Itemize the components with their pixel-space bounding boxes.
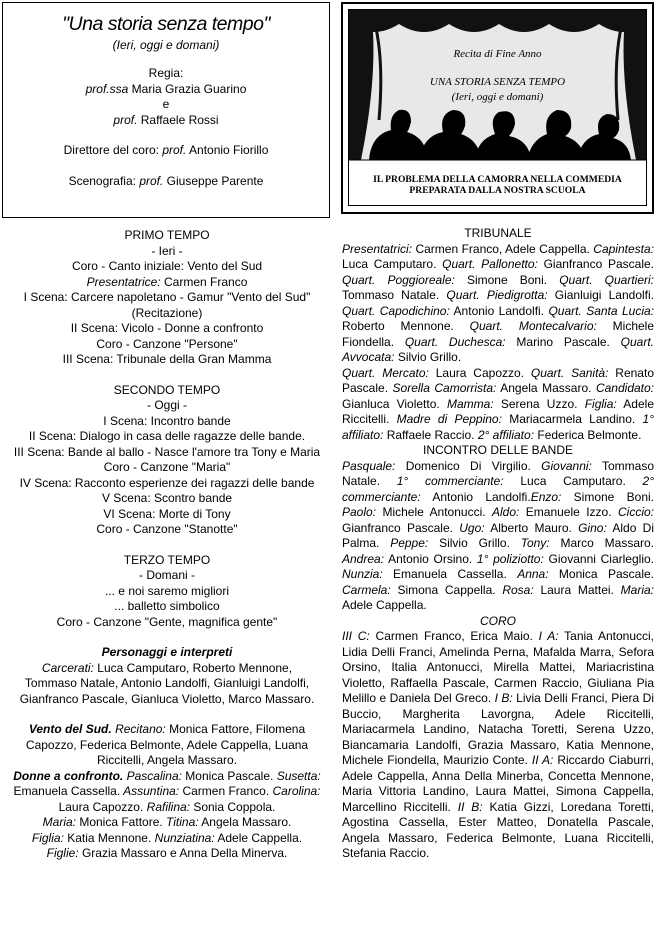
actor-names: Tommaso Natale. [342,458,654,488]
role-label: Andrea: [342,551,385,566]
actor-names: Riccardo Ciaburri, Adele Cappella, Anna Della Minerba, Concetta Mennone, Maria Vittoria Landino, Laura Mattei, Simona Cappella, Marcellino Riccitelli. [342,753,654,814]
incontro-heading: INCONTRO DELLE BANDE [422,443,574,457]
cast-column [342,226,654,862]
actor-names: Marino Pascale. [505,334,621,349]
donne-a-confronto: Donne a confronto. Pascalina: Monica Pascale. Susetta: Emanuela Cassella. Assuntina: Carmen Franco. Carolina: Laura Capozzo. Rafilina: Sonia Coppola. Maria: Monica Fattore. Titina: Angela Massaro. Figlia: Katia Mennone. Nunziatina: Adele Cappella. Figlie: Grazia Massaro e Anna Della Minerva. [13,768,321,860]
role-label: Maria: [620,582,654,597]
role-label: Gino: [578,520,607,535]
primo-l5: Coro - Canzone "Persone" [96,336,238,351]
role-label: Quart. Avvocata: [342,334,654,364]
actor-names: Renato Pascale. [342,365,654,395]
role-label: Nunzia: [342,567,383,581]
role-label: Figlia: [584,396,617,411]
actor-names: Katia Gizzi, Loredana Toretti, Agostina Cassella, Ester Matteo, Donatella Pascale, Angela Massaro, Federica Belmonte, Luana Riccitelli, Stefania Raccio. [342,799,654,860]
actor-names: Michele Antonucci. [376,505,492,519]
incontro-cast [342,459,654,614]
actor-names: Luca Camputaro. [503,474,643,488]
actor-names: Angela Massaro. [496,381,596,395]
role-label: Quart. Quartieri: [559,272,655,287]
actor-names: Laura Mattei. [533,582,621,597]
secondo-l4: Coro - Canzone "Maria" [103,460,231,474]
role-label: Capintesta: [593,241,654,256]
regia-2: prof. Raffaele Rossi [113,112,219,127]
tribunale-cast-2 [342,366,654,444]
page-title: "Una storia senza tempo" [62,13,270,35]
role-label: Quart. Santa Lucia: [548,303,654,318]
secondo-sub: - Oggi - [146,398,187,412]
actor-names: Tania Antonucci, Lidia Delli Franci, Amelinda Perna, Mafalda Marra, Sefora Orsino, Italia Antonucci, Mirella Mattei, Mariacristina Violetto, Raffaella Pascale, Carmen Raccio, Giuliana Pia Melillo e Daniela Del Greco. [342,629,654,705]
actor-names: Adele Cappella. [342,598,427,612]
actor-names: Silvio Grillo. [394,350,462,364]
secondo-l3: III Scena: Bande al ballo - Nasce l'amore tra Tony e Maria [13,444,321,459]
role-label: Madre di Peppino: [396,412,502,426]
actor-names: Antonio Landolfi. [420,489,531,504]
poster-line-3: (Ieri, oggi e domani) [451,91,544,103]
secondo-heading: SECONDO TEMPO [113,382,221,397]
role-label: Quart. Piedigrotta: [446,288,548,302]
actor-names: Gianluca Violetto. [342,396,447,411]
credits [3,66,329,189]
regia-label: Regia: [148,66,184,80]
actor-names: Luca Camputaro. [342,257,443,271]
role-label: Peppe: [390,536,429,550]
secondo-l7: VI Scena: Morte di Tony [103,506,231,521]
role-label: 1° affiliato: [342,412,654,442]
role-label: Mamma: [446,396,494,411]
role-label: Enzo: [530,489,562,504]
actor-names: Monica Pascale. [548,567,654,581]
tribunale-cast [342,242,654,366]
actor-names: Alberto Mauro. [484,520,579,535]
role-label: Rosa: [502,582,534,597]
role-label: II B: [457,799,483,814]
actor-names: Marco Massaro. [549,536,655,550]
actor-names: Giovanni Ciarleglio. [543,551,654,566]
role-label: I A: [538,629,559,643]
role-label: Quart. Mercato: [342,365,429,380]
program-column [2,228,332,862]
poster-frame [341,2,654,214]
role-label: Quart. Pallonetto: [442,257,538,271]
secondo-l1: I Scena: Incontro bande [103,413,231,428]
actor-names: Silvio Grillo. [428,536,521,550]
terzo-l3: Coro - Canzone "Gente, magnifica gente" [56,614,278,629]
role-label: Quart. Duchesca: [404,334,506,349]
secondo-l8: Coro - Canzone "Stanotte" [96,522,238,536]
actor-names: Federica Belmonte. [534,427,642,442]
primo-l4: II Scena: Vicolo - Donne a confronto [70,321,264,335]
carcerati: Carcerati: Luca Camputaro, Roberto Mennone, Tommaso Natale, Antonio Landolfi, Gianluigi Landolfi, Gianfranco Pascale, Gianluca Violetto, Marco Massaro. [19,660,315,706]
primo-l3: I Scena: Carcere napoletano - Gamur "Vento del Sud" (Recitazione) [23,290,311,320]
actor-names: Emanuela Cassella. [382,567,518,581]
regia-and: e [162,97,170,111]
actor-names: Raffaele Raccio. [383,427,478,442]
actor-names: Carmen Franco, Adele Cappella. [412,241,594,256]
role-label: Aldo: [492,505,520,519]
role-label: Paolo: [342,505,377,519]
role-label: Quart. Capodichino: [342,303,450,318]
poster-line-1: Recita di Fine Anno [453,48,542,60]
coro-director: Direttore del coro: prof. Antonio Fiorillo [63,143,269,157]
role-label: Carmela: [342,582,391,597]
role-label: Giovanni: [541,458,592,473]
actor-names: Serena Uzzo. [493,396,585,411]
role-label: 1° poliziotto: [476,551,544,566]
primo-l1: Coro - Canto iniziale: Vento del Sud [71,259,263,273]
actor-names: Michele Fiondella. [342,319,655,349]
secondo-l6: V Scena: Scontro bande [101,491,233,505]
poster-caption: IL PROBLEMA DELLA CAMORRA NELLA COMMEDIA PREPARATA DALLA NOSTRA SCUOLA [373,174,622,196]
regia-1: prof.ssa Maria Grazia Guarino [85,81,247,96]
role-label: Ugo: [459,520,485,535]
actor-names: Antonio Landolfi. [449,303,549,318]
role-label: Quart. Montecalvario: [469,319,597,333]
scenography: Scenografia: prof. Giuseppe Parente [68,173,264,188]
poster-line-2: UNA STORIA SENZA TEMPO [429,76,566,88]
role-label: II A: [531,753,554,767]
actor-names: Laura Capozzo. [428,365,531,380]
role-label: Ciccio: [617,505,654,519]
actor-names: Emanuele Izzo. [519,505,618,519]
role-label: I B: [494,691,513,705]
actor-names: Simone Boni. [454,272,560,287]
role-label: Quart. Sanità: [530,365,609,380]
actor-names: Tommaso Natale. [342,288,447,302]
coro-heading: CORO [480,613,516,628]
actor-names: Gianfranco Pascale. [537,257,654,271]
actor-names: Gianfranco Pascale. [342,520,460,535]
terzo-l2: ... balletto simbolico [114,599,220,613]
coro-cast [342,629,654,862]
actor-names: Mariacarmela Landino. [501,412,643,426]
actor-names: Carmen Franco, Erica Maio. [369,629,539,643]
actor-names: Roberto Mennone. [342,319,470,333]
terzo-heading: TERZO TEMPO [123,552,211,567]
primo-l2: Presentatrice: Carmen Franco [86,274,248,289]
role-label: Pasquale: [342,458,396,473]
title-box [2,2,330,218]
role-label: 2° commerciante: [342,474,655,504]
poster-image [348,9,647,206]
actor-names: Antonio Orsino. [384,551,477,566]
tribunale-heading: TRIBUNALE [464,226,532,240]
actor-names: Gianluigi Landolfi. [547,288,654,302]
role-label: Quart. Poggioreale: [342,272,455,287]
secondo-l5: IV Scena: Racconto esperienze dei ragazzi delle bande [19,475,315,490]
actor-names: Domenico Di Virgilio. [395,458,542,473]
primo-l6: III Scena: Tribunale della Gran Mamma [62,352,272,366]
actor-names: Simone Boni. [561,489,654,504]
role-label: Tony: [520,536,550,550]
primo-heading: PRIMO TEMPO [124,228,210,242]
role-label: 2° affiliato: [477,427,535,442]
role-label: 1° commerciante: [396,474,504,488]
role-label: Anna: [517,567,549,581]
actor-names: Adele Riccitelli. [342,396,654,426]
secondo-l2: II Scena: Dialogo in casa delle ragazze delle bande. [28,429,306,443]
actor-names: Livia Delli Franci, Piera Di Buccio, Margherita Lavorgna, Adele Riccitelli, Mariacarmela Landino, Natacha Toretti, Serena Uzzo, Biancamaria Landolfi, Grazia Massaro, Katia Mennone, Michele Fiondella, Maurizio Conte. [342,691,654,767]
role-label: Candidato: [595,381,655,395]
page-subtitle: (Ieri, oggi e domani) [112,38,220,52]
pers-heading: Personaggi e interpreti [101,645,233,659]
vento-del-sud: Vento del Sud. Recitano: Monica Fattore, Filomena Capozzo, Federica Belmonte, Adele Cappella, Luana Riccitelli, Angela Massaro. [25,722,309,767]
role-label: III C: [342,629,370,643]
role-label: Presentatrici: [342,241,413,256]
terzo-l1: ... e noi saremo migliori [104,583,230,598]
terzo-sub: - Domani - [138,568,195,582]
primo-sub: - Ieri - [151,243,183,258]
actor-names: Aldo Di Palma. [342,520,654,550]
actor-names: Simona Cappella. [390,582,503,597]
role-label: Sorella Camorrista: [392,381,497,395]
